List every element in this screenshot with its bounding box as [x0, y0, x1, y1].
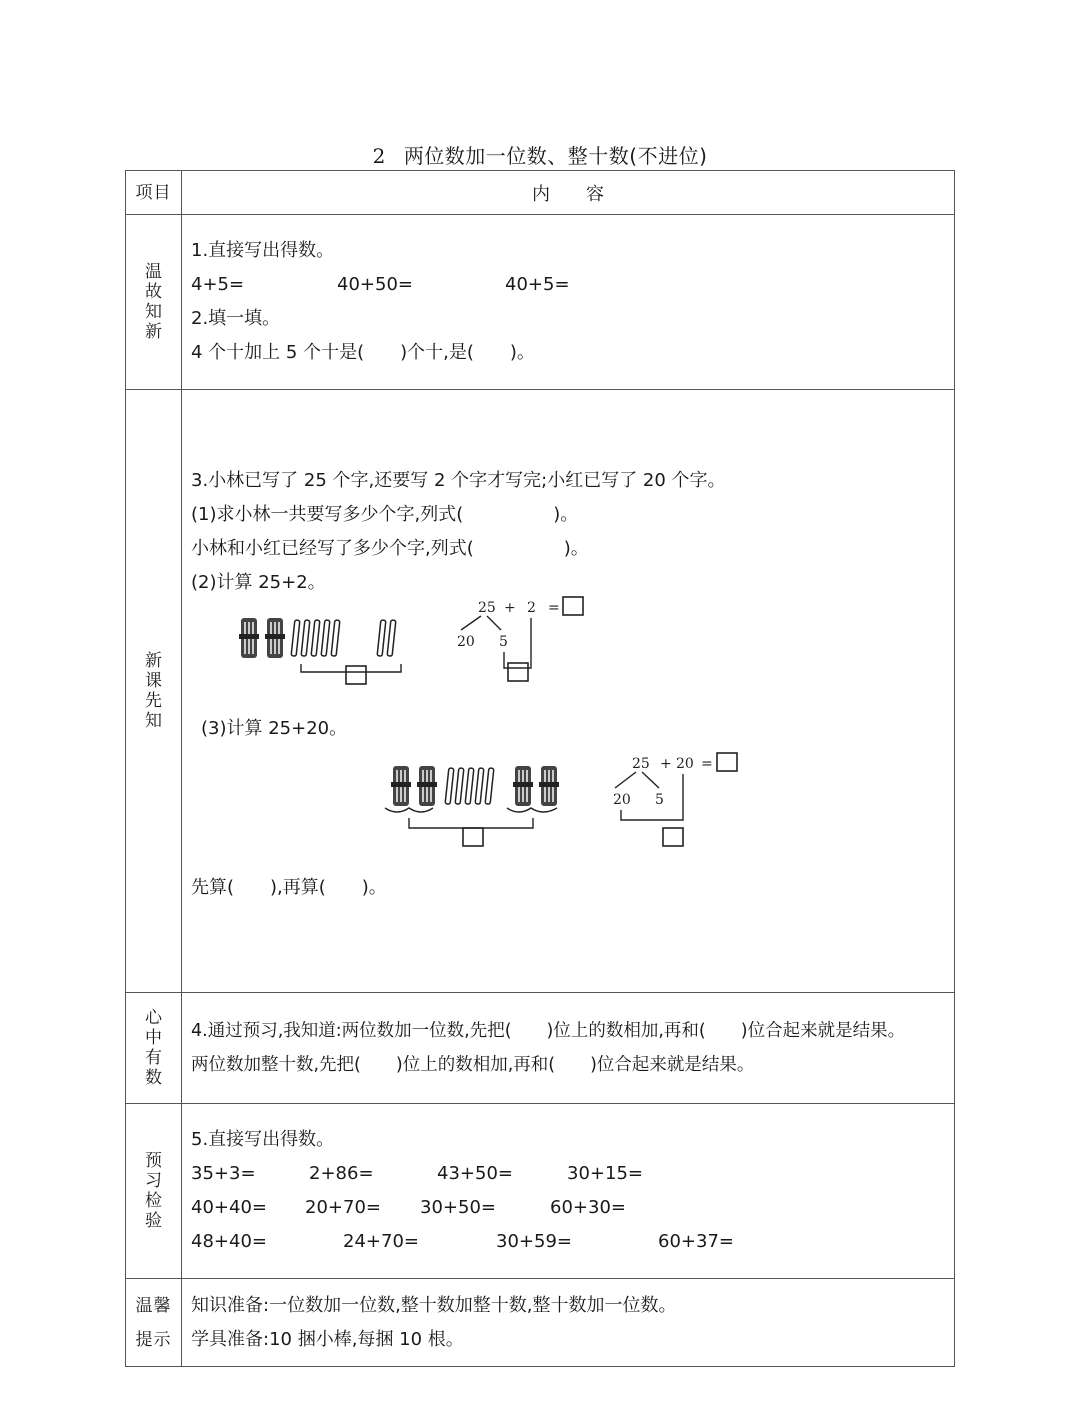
svg-text:+: +	[660, 756, 672, 772]
lesson-title: 两位数加一位数、整十数(不进位)	[403, 144, 708, 168]
answer-box[interactable]	[463, 828, 483, 846]
q3-part1[interactable]: (1)求小林一共要写多少个字,列式( )。	[191, 504, 579, 525]
tips-line-2: 学具准备:10 捆小棒,每捆 10 根。	[191, 1328, 464, 1350]
diagram-25-plus-20	[191, 746, 954, 871]
header-row	[126, 171, 955, 215]
q5-item: 60+37=	[658, 1231, 734, 1252]
q5-item: 2+86=	[309, 1163, 374, 1184]
summary-line-2[interactable]: 两位数加整十数,先把( )位上的数相加,再和( )位合起来就是结果。	[191, 1055, 755, 1075]
review-row	[126, 215, 955, 390]
summary-line-1[interactable]: 4.通过预习,我知道:两位数加一位数,先把( )位上的数相加,再和( )位合起来就是结果。	[191, 1021, 906, 1041]
q5-item: 20+70=	[305, 1197, 381, 1218]
q3-part2: (2)计算 25+2。	[191, 572, 326, 593]
header-item: 项目	[126, 171, 182, 215]
svg-text:20: 20	[676, 756, 694, 772]
answer-box[interactable]	[508, 663, 528, 681]
q5-item: 30+15=	[567, 1163, 643, 1184]
q5-item: 48+40=	[191, 1231, 267, 1252]
review-label: 温故知新	[126, 215, 182, 390]
lesson-number: 2	[372, 144, 386, 168]
check-label: 预习检验	[126, 1104, 182, 1279]
tips-content	[182, 1279, 955, 1367]
sticks-illustration-2	[381, 746, 961, 871]
worksheet-table	[125, 170, 955, 1367]
stick-bundle-icon	[539, 766, 559, 806]
q5-row	[191, 1191, 954, 1225]
q5-row	[191, 1225, 954, 1259]
answer-box[interactable]	[717, 753, 737, 771]
single-sticks-icon	[445, 768, 494, 804]
answer-box[interactable]	[346, 666, 366, 684]
sticks-illustration-1	[231, 600, 651, 712]
summary-label: 心中有数	[126, 993, 182, 1104]
svg-text:20: 20	[457, 634, 475, 650]
check-row	[126, 1104, 955, 1279]
stick-bundle-icon	[265, 618, 285, 658]
summary-content	[182, 993, 955, 1104]
svg-text:20: 20	[613, 792, 631, 808]
q5-item: 60+30=	[550, 1197, 626, 1218]
calc-order[interactable]: 先算( ),再算( )。	[191, 877, 387, 898]
q3-part1b[interactable]: 小林和小红已经写了多少个字,列式( )。	[191, 538, 589, 559]
q5-row	[191, 1157, 954, 1191]
single-sticks-icon	[291, 620, 340, 656]
tips-line-1: 知识准备:一位数加一位数,整十数加整十数,整十数加一位数。	[191, 1294, 677, 1316]
summary-row	[126, 993, 955, 1104]
review-content	[182, 215, 955, 390]
svg-text:+: +	[504, 600, 516, 616]
q5-item: 30+50=	[420, 1197, 496, 1218]
check-content	[182, 1104, 955, 1279]
svg-text:25: 25	[478, 600, 496, 616]
q3-part3: (3)计算 25+20。	[201, 718, 348, 739]
q1-item: 4+5=	[191, 274, 245, 295]
q5-item: 30+59=	[496, 1231, 572, 1252]
new-lesson-label: 新课先知	[126, 390, 182, 993]
header-content: 内 容	[182, 171, 955, 215]
q2-prompt: 2.填一填。	[191, 308, 281, 329]
stick-bundle-icon	[391, 766, 411, 806]
stick-bundle-icon	[239, 618, 259, 658]
page-title	[0, 140, 1080, 169]
svg-text:5: 5	[655, 792, 664, 808]
q1-prompt: 1.直接写出得数。	[191, 240, 335, 261]
q5-item: 35+3=	[191, 1163, 256, 1184]
q1-items	[191, 268, 954, 302]
stick-bundle-icon	[513, 766, 533, 806]
svg-text:=: =	[548, 600, 560, 616]
tips-label: 温馨 提示	[126, 1279, 182, 1367]
diagram-25-plus-2	[191, 600, 954, 712]
q5-item: 40+40=	[191, 1197, 267, 1218]
svg-text:25: 25	[632, 756, 650, 772]
svg-text:=: =	[701, 756, 713, 772]
new-lesson-content	[182, 390, 955, 993]
q3-prompt: 3.小林已写了 25 个字,还要写 2 个字才写完;小红已写了 20 个字。	[191, 470, 726, 491]
svg-text:2: 2	[527, 600, 536, 616]
svg-text:5: 5	[499, 634, 508, 650]
new-lesson-row	[126, 390, 955, 993]
q2-text[interactable]: 4 个十加上 5 个十是( )个十,是( )。	[191, 342, 535, 363]
q1-item: 40+50=	[337, 274, 413, 295]
answer-box[interactable]	[563, 597, 583, 615]
q1-item: 40+5=	[505, 274, 570, 295]
answer-box[interactable]	[663, 828, 683, 846]
q5-prompt: 5.直接写出得数。	[191, 1129, 335, 1150]
tips-row	[126, 1279, 955, 1367]
stick-bundle-icon	[417, 766, 437, 806]
q5-item: 24+70=	[343, 1231, 419, 1252]
single-sticks-icon	[377, 620, 396, 656]
q5-item: 43+50=	[437, 1163, 513, 1184]
